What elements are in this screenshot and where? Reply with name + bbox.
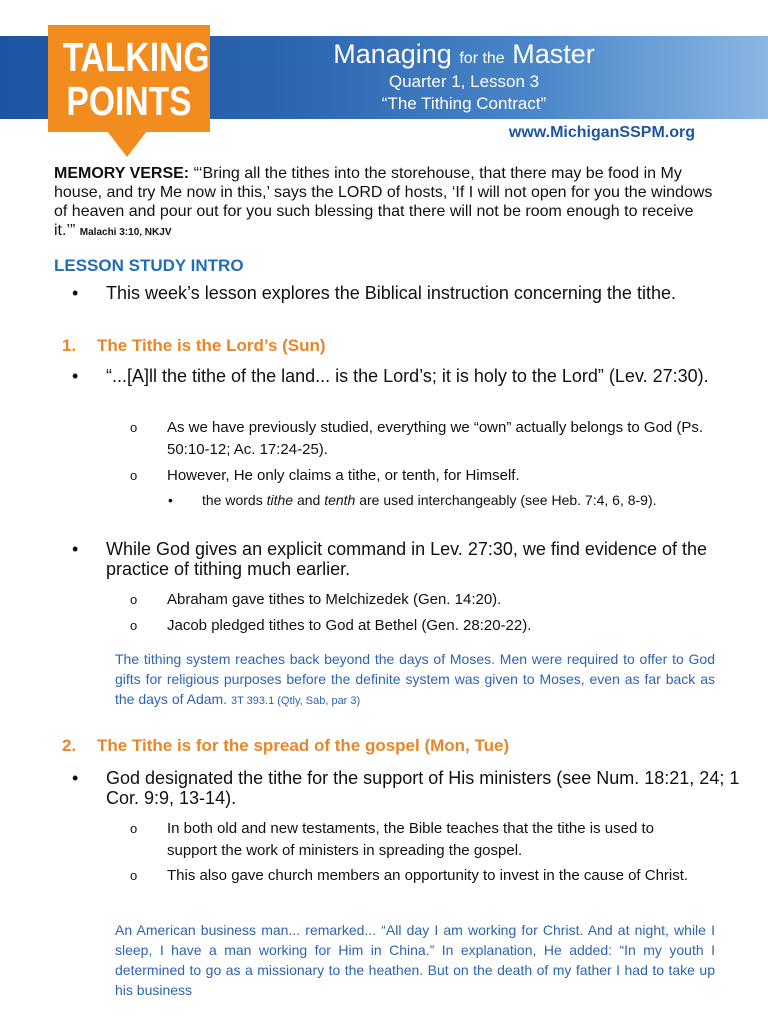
section-1-quote [115, 649, 715, 711]
section-1-bullet-1: “...[A]ll the tithe of the land... is the Lord’s; it is holy to the Lord” (Lev. 27:30). [106, 366, 709, 386]
title-for-the: for the [459, 50, 505, 67]
section-1-sub-2: However, He only claims a tithe, or tenth, for Himself. [167, 467, 520, 484]
subsub-word-tenth: tenth [324, 492, 356, 508]
sub-marker: o [130, 420, 138, 435]
website-link[interactable]: www.MichiganSSPM.org [508, 124, 695, 141]
section-2-sub-1: In both old and new testaments, the Bible teaches that the tithe is used to support the work of ministers in spreading the gospel. [167, 820, 654, 859]
title-managing: Managing [333, 39, 452, 69]
subsub-marker: • [168, 492, 173, 508]
section-2-number: 2. [62, 736, 77, 755]
section-1-sub-4: Jacob pledged tithes to God at Bethel (Gen. 28:20-22). [167, 617, 532, 634]
sub-marker: o [130, 618, 138, 633]
subsub-text-and: and [293, 492, 325, 508]
memory-verse-reference: Malachi 3:10, NKJV [79, 227, 172, 238]
lesson-study-intro-heading: LESSON STUDY INTRO [54, 256, 244, 275]
memory-verse [54, 164, 718, 242]
lesson-title: “The Tithing Contract” [381, 94, 547, 113]
title-master: Master [512, 39, 595, 69]
section-2-bullet-1: God designated the tithe for the support of His ministers (see Num. 18:21, 24; 1 Cor. 9:9, 13-14). [106, 768, 740, 808]
talking-points-logo [48, 25, 210, 132]
memory-verse-text: “‘Bring all the tithes into the storehouse, that there may be food in My house, and try Me now in this,’ says the LORD of hosts, ‘If I will not open for you the windows of heaven and pour out for you such blessing that there will not be room enough to receive it.’” [54, 165, 713, 239]
section-1-number: 1. [62, 336, 77, 355]
section-1-subsub-1 [202, 490, 702, 510]
quote-text: The tithing system reaches back beyond the days of Moses. Men were required to offer to God gifts for religious purposes before the definite system was given to Moses, even as far back as the days of Adam. [115, 651, 715, 707]
logo-text-points: POINTS [66, 78, 192, 124]
section-2-heading [62, 736, 509, 756]
section-2-title: The Tithe is for the spread of the gospel (Mon, Tue) [97, 736, 510, 755]
sub-marker: o [130, 821, 138, 836]
section-1-sub-3: Abraham gave tithes to Melchizedek (Gen. 14:20). [167, 591, 502, 608]
bullet-marker: • [72, 366, 79, 386]
section-1-heading [62, 336, 326, 356]
section-2-sub-2: This also gave church members an opportunity to invest in the cause of Christ. [167, 867, 689, 884]
section-2-quote: An American business man... remarked... “All day I am working for Christ. And at night, while I sleep, I have a man working for Him in China.” In explanation, He added: “In my youth I determined to go as a missionary to the heathen. But on the death of my father I had to take up his business [115, 922, 715, 998]
page-title [210, 38, 718, 75]
section-1-sub-1: As we have previously studied, everything we “own” actually belongs to God (Ps. 50:10-12; Ac. 17:24-25). [167, 419, 704, 458]
section-1-title: The Tithe is the Lord’s (Sun) [97, 336, 326, 355]
subsub-text-pre: the words [202, 492, 267, 508]
subsub-word-tithe: tithe [266, 492, 294, 508]
sub-marker: o [130, 468, 138, 483]
logo-pointer [107, 131, 147, 157]
intro-bullet-text: This week’s lesson explores the Biblical instruction concerning the tithe. [106, 283, 676, 303]
bullet-marker: • [72, 539, 79, 559]
bullet-marker: • [72, 768, 79, 788]
sub-marker: o [130, 868, 138, 883]
logo-text-talking: TALKING [62, 34, 210, 80]
section-1-bullet-2: While God gives an explicit command in Lev. 27:30, we find evidence of the practice of tithing much earlier. [106, 539, 707, 579]
memory-verse-label: MEMORY VERSE: [54, 165, 190, 182]
quote-reference: 3T 393.1 (Qtly, Sab, par 3) [230, 695, 361, 707]
quarter-lesson: Quarter 1, Lesson 3 [388, 72, 540, 91]
subsub-text-post: are used interchangeably (see Heb. 7:4, 6, 8-9). [355, 492, 657, 508]
sub-marker: o [130, 592, 138, 607]
bullet-marker: • [72, 283, 79, 303]
